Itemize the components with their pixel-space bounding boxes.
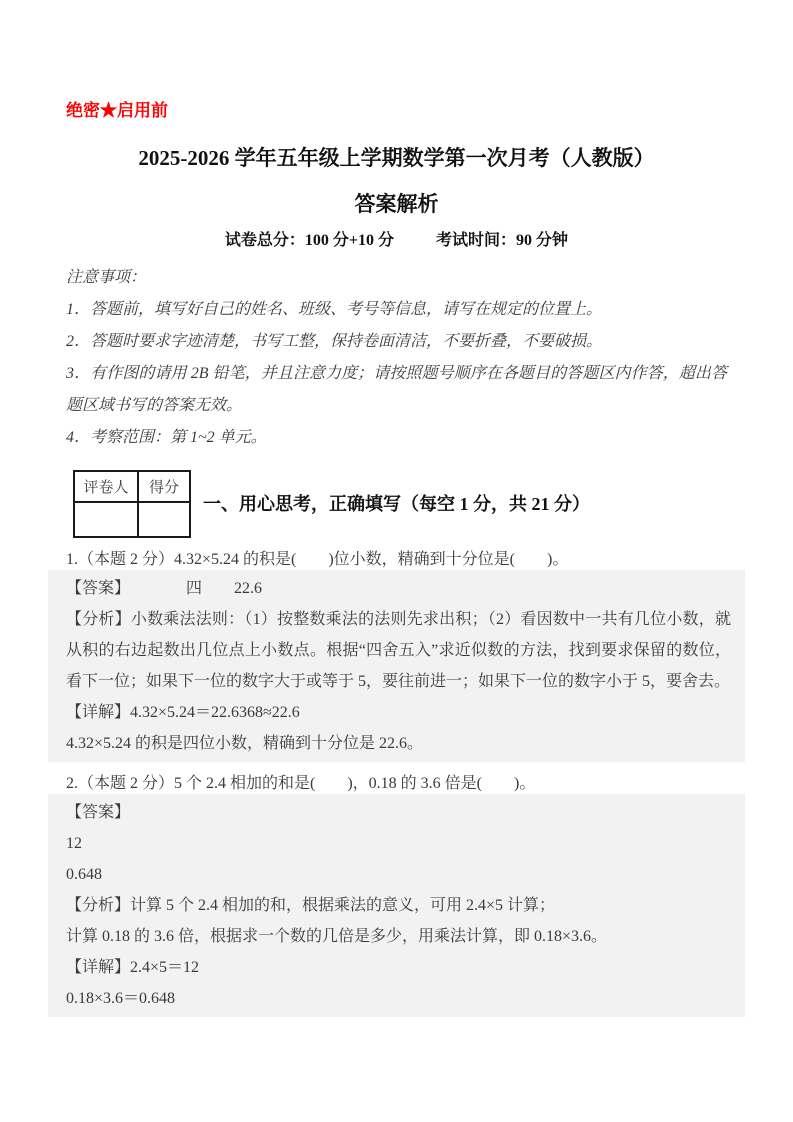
security-notice: 绝密★启用前 xyxy=(66,101,168,120)
solution-line: 0.18×3.6＝0.648 xyxy=(66,990,176,1007)
analysis-line: 【分析】计算 5 个 2.4 相加的和，根据乘法的意义，可用 2.4×5 计算； xyxy=(66,897,556,914)
score-header-cell: 得分 xyxy=(138,471,190,502)
page-title: 2025-2026 学年五年级上学期数学第一次月考（人教版） xyxy=(138,146,655,170)
notice-item-1: 1．答题前，填写好自己的姓名、班级、考号等信息，请写在规定的位置上。 xyxy=(66,301,603,318)
notice-item-2: 2．答题时要求字迹清楚，书写工整，保持卷面清洁，不要折叠，不要破损。 xyxy=(66,333,603,350)
notice-section xyxy=(66,262,727,454)
analysis-line: 【分析】小数乘法法则：（1）按整数乘法的法则先求出积；（2）看因数中一共有几位小数，就从积的右边起数出几位点上小数点。根据“四舍五入”求近似数的方法，找到要求保留的数位，看下一位；如果下一位的数字大于或等于 5，要往前进一；如果下一位的数字小于 5，要舍去。 xyxy=(66,611,731,690)
question-2-stem: 2.（本题 2 分）5 个 2.4 相加的和是( )，0.18 的 3.6 倍是( )。 xyxy=(66,775,536,792)
question-1-stem: 1.（本题 2 分）4.32×5.24 的积是( )位小数，精确到十分位是( )。 xyxy=(66,551,569,568)
section-one-heading: 一、用心思考，正确填写（每空 1 分，共 21 分） xyxy=(203,494,590,514)
answer-line: 【答案】 xyxy=(66,804,131,821)
grader-header-cell: 评卷人 xyxy=(74,471,138,502)
score-table-value-row xyxy=(74,502,190,537)
grader-value-cell xyxy=(74,502,138,537)
notice-item-3: 3．有作图的请用 2B 铅笔，并且注意力度；请按照题号顺序在各题目的答题区内作答，超出答题区域书写的答案无效。 xyxy=(66,365,727,414)
notice-item-4: 4．考察范围：第 1~2 单元。 xyxy=(66,429,267,446)
score-value-cell xyxy=(138,502,190,537)
answer-line: 【答案】 四 22.6 xyxy=(66,580,263,597)
answer-line: 0.648 xyxy=(66,866,102,883)
notice-heading: 注意事项： xyxy=(66,269,147,286)
section-one-header-row xyxy=(66,470,727,538)
analysis-line: 计算 0.18 的 3.6 倍，根据求一个数的几倍是多少，用乘法计算，即 0.18×3.6。 xyxy=(66,928,608,945)
question-1-answer-block xyxy=(48,570,745,762)
answer-line: 12 xyxy=(66,835,82,852)
solution-line: 【详解】2.4×5＝12 xyxy=(66,959,200,976)
question-2-answer-block xyxy=(48,794,745,1017)
score-table xyxy=(73,470,191,538)
exam-meta xyxy=(66,230,727,251)
page-subtitle: 答案解析 xyxy=(354,192,439,216)
solution-line: 4.32×5.24 的积是四位小数，精确到十分位是 22.6。 xyxy=(66,735,424,752)
score-table-header-row xyxy=(74,471,190,502)
exam-time-label: 考试时间：90 分钟 xyxy=(436,232,569,249)
solution-line: 【详解】4.32×5.24＝22.6368≈22.6 xyxy=(66,704,300,721)
total-score-label: 试卷总分：100 分+10 分 xyxy=(224,232,395,249)
